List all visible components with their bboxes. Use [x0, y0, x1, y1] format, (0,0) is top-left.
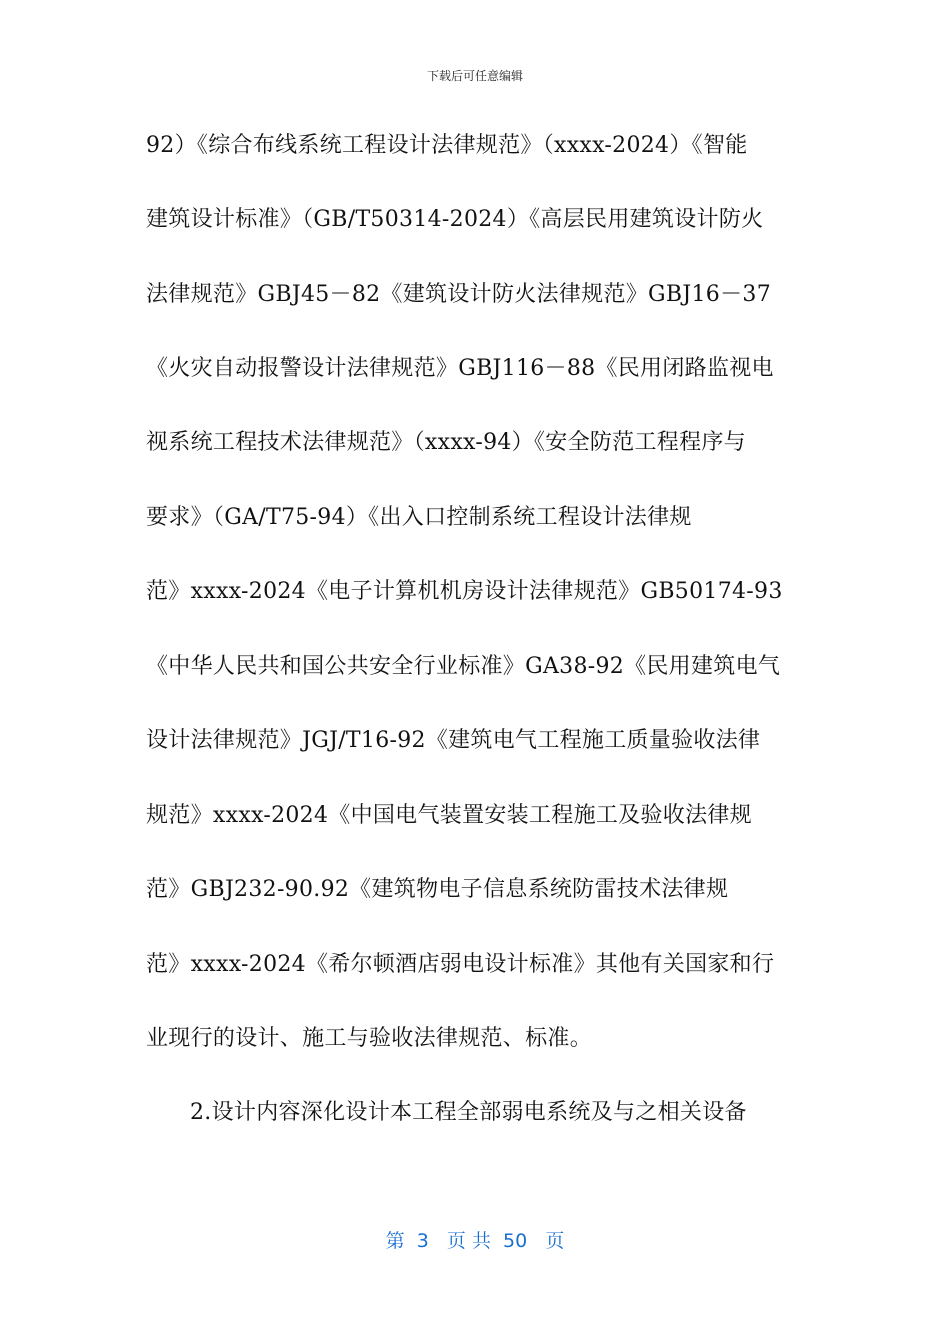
body-line-12: 范》xxxx-2024《希尔顿酒店弱电设计标准》其他有关国家和行 — [146, 952, 775, 977]
body-line-5: 视系统工程技术法律规范》（xxxx-94）《安全防范工程程序与 — [146, 430, 746, 455]
body-line-8: 《中华人民共和国公共安全行业标准》GA38-92《民用建筑电气 — [146, 654, 781, 679]
body-line-13: 业现行的设计、施工与验收法律规范、标准。 — [146, 1026, 593, 1051]
body-line-2: 建筑设计标准》（GB/T50314-2024）《高层民用建筑设计防火 — [146, 207, 764, 232]
body-line-11: 范》GBJ232-90.92《建筑物电子信息系统防雷技术法律规 — [146, 877, 729, 902]
page-number-footer: 第 3 页 共 50 页 — [385, 1230, 565, 1252]
header-note: 下载后可任意编辑 — [426, 69, 523, 83]
body-line-7: 范》xxxx-2024《电子计算机机房设计法律规范》GB50174-93 — [146, 579, 783, 604]
body-line-14: 2.设计内容深化设计本工程全部弱电系统及与之相关设备 — [190, 1100, 747, 1125]
body-line-10: 规范》xxxx-2024《中国电气装置安装工程施工及验收法律规 — [146, 803, 752, 828]
body-line-4: 《火灾自动报警设计法律规范》GBJ116－88《民用闭路监视电 — [146, 356, 774, 381]
body-line-3: 法律规范》GBJ45－82《建筑设计防火法律规范》GBJ16－37 — [146, 282, 771, 307]
body-line-6: 要求》（GA/T75-94）《出入口控制系统工程设计法律规 — [146, 505, 692, 530]
body-line-1: 92）《综合布线系统工程设计法律规范》（xxxx-2024）《智能 — [146, 133, 748, 158]
body-line-9: 设计法律规范》JGJ/T16-92《建筑电气工程施工质量验收法律 — [146, 728, 761, 753]
